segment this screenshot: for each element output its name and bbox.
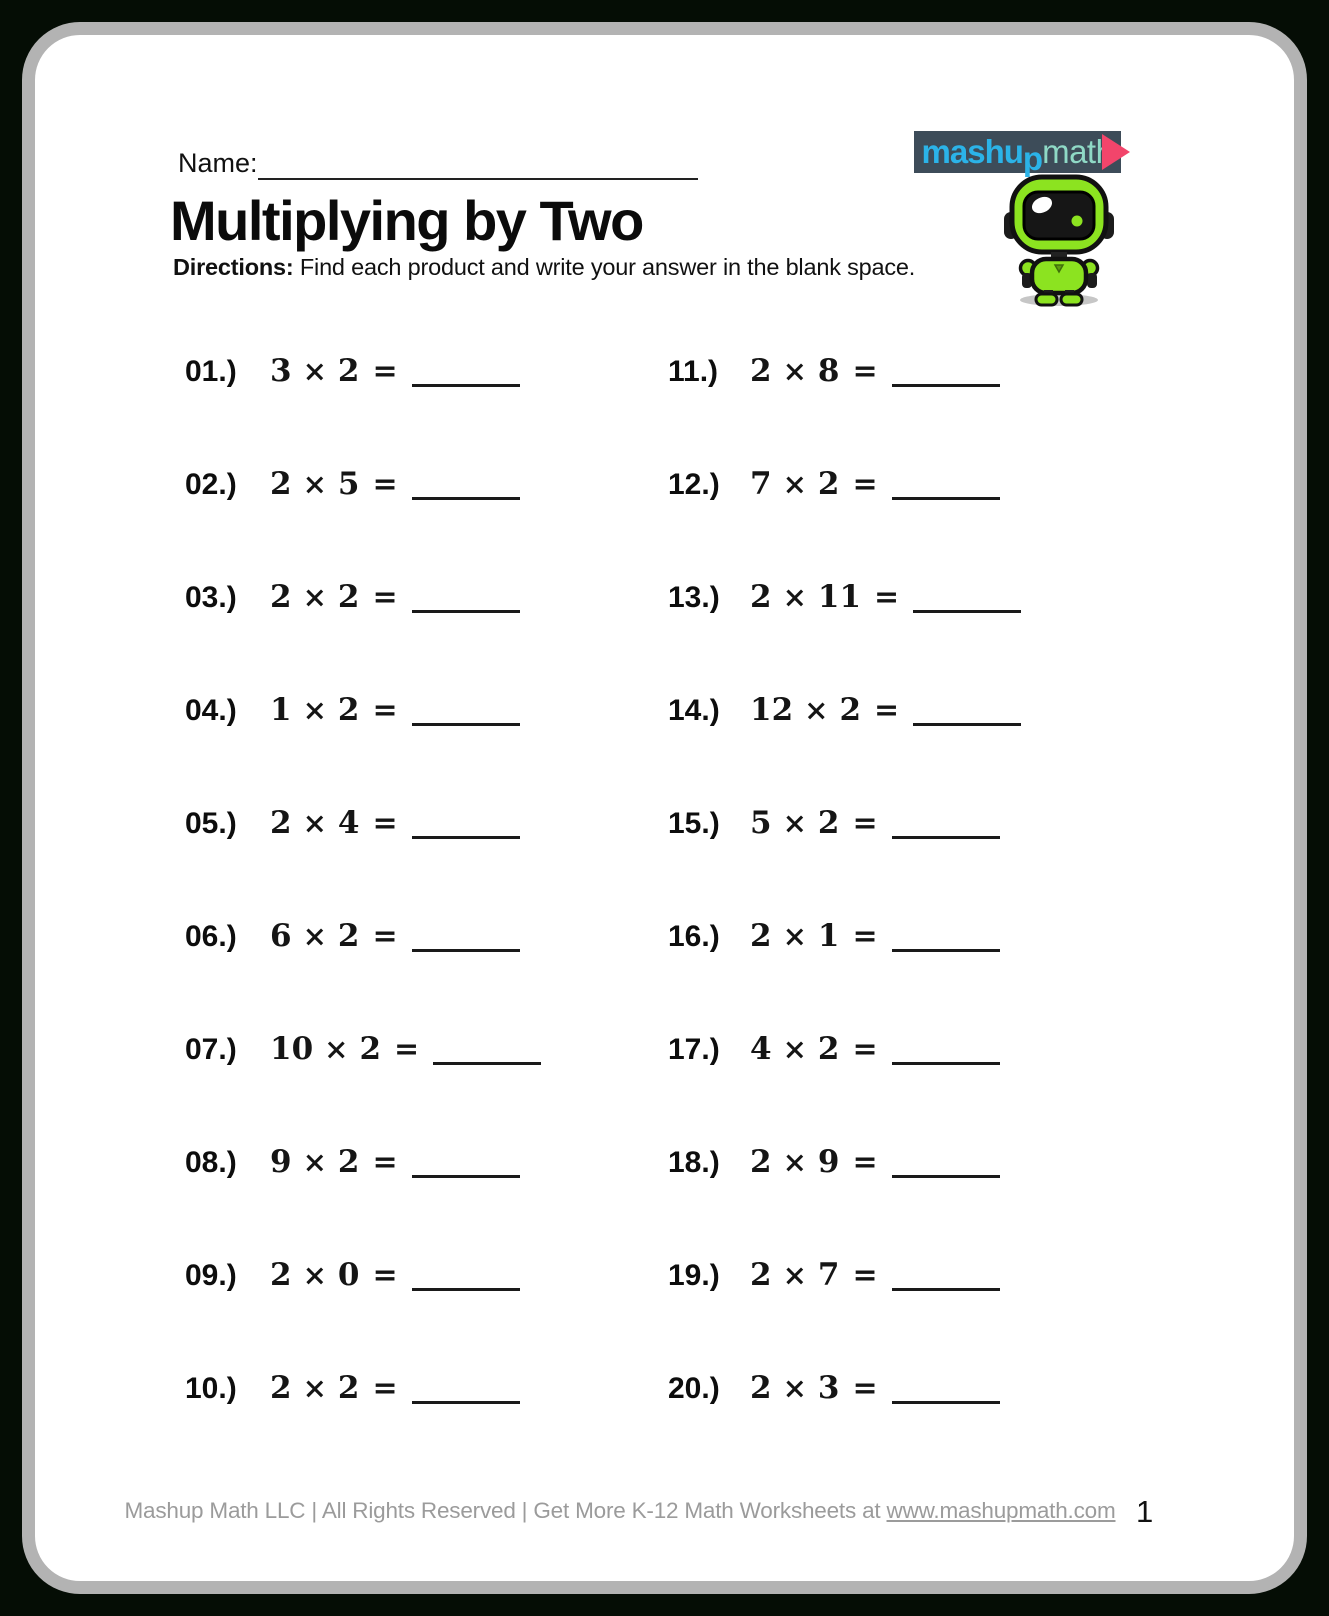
logo-text-p: p: [1022, 140, 1043, 177]
factor-2: 2: [337, 692, 360, 728]
equals-sign: =: [372, 1371, 398, 1406]
problem-number: 12.): [668, 468, 720, 501]
factor-2: 2: [337, 918, 360, 954]
problem-row: [185, 576, 541, 618]
worksheet-card: [22, 22, 1307, 1594]
problem-number: 18.): [668, 1146, 720, 1179]
factor-1: 2: [750, 579, 772, 615]
factor-2: 5: [337, 466, 360, 502]
problem-equation: [750, 918, 878, 954]
problem-number: 14.): [668, 694, 720, 727]
footer: [0, 1498, 1240, 1524]
problem-row: [185, 689, 541, 731]
problem-number: 06.): [185, 920, 237, 953]
problem-number: 07.): [185, 1033, 237, 1066]
problem-number: 17.): [668, 1033, 720, 1066]
name-blank-line: [258, 178, 698, 180]
problems-column-left: [185, 350, 541, 1409]
equals-sign: =: [372, 580, 398, 615]
factor-1: 2: [270, 466, 292, 502]
factor-2: 3: [817, 1370, 840, 1406]
directions: [173, 254, 915, 281]
factor-2: 2: [337, 353, 360, 389]
factor-2: 8: [817, 353, 840, 389]
problem-equation: [750, 579, 899, 615]
problem-row: [185, 463, 541, 505]
factor-2: 7: [817, 1257, 840, 1293]
problem-equation: [270, 1257, 398, 1293]
equals-sign: =: [372, 1145, 398, 1180]
factor-1: 2: [270, 805, 292, 841]
multiply-sign: ×: [782, 580, 807, 614]
equals-sign: =: [372, 1258, 398, 1293]
problem-equation: [750, 1257, 878, 1293]
multiply-sign: ×: [302, 1371, 327, 1405]
factor-2: 2: [817, 805, 840, 841]
problem-equation: [750, 692, 899, 728]
factor-2: 9: [817, 1144, 840, 1180]
problem-row: [668, 915, 1021, 957]
problem-row: [185, 350, 541, 392]
answer-blank-line: [433, 1042, 541, 1065]
factor-1: 1: [270, 692, 292, 728]
factor-1: 2: [270, 1370, 292, 1406]
logo-text-math: math: [1042, 133, 1114, 170]
multiply-sign: ×: [302, 1145, 327, 1179]
problem-number: 02.): [185, 468, 237, 501]
problem-row: [185, 1028, 541, 1070]
factor-2: 2: [817, 1031, 840, 1067]
factor-2: 2: [337, 579, 360, 615]
factor-2: 2: [337, 1144, 360, 1180]
factor-2: 2: [817, 466, 840, 502]
multiply-sign: ×: [302, 806, 327, 840]
factor-1: 10: [270, 1031, 314, 1067]
problem-equation: [270, 918, 398, 954]
problem-row: [185, 802, 541, 844]
equals-sign: =: [372, 467, 398, 502]
answer-blank-line: [892, 477, 1000, 500]
problem-equation: [270, 1144, 398, 1180]
problem-row: [185, 1367, 541, 1409]
factor-1: 2: [270, 1257, 292, 1293]
answer-blank-line: [412, 929, 520, 952]
robot-mascot-icon: [1003, 172, 1115, 308]
problem-row: [668, 689, 1021, 731]
problem-equation: [270, 692, 398, 728]
multiply-sign: ×: [302, 919, 327, 953]
page-number: 1: [1136, 1494, 1154, 1529]
multiply-sign: ×: [324, 1032, 349, 1066]
equals-sign: =: [852, 1258, 878, 1293]
factor-1: 2: [750, 1370, 772, 1406]
logo-text-mashu: mashu: [921, 133, 1023, 170]
answer-blank-line: [892, 929, 1000, 952]
answer-blank-line: [412, 816, 520, 839]
answer-blank-line: [412, 364, 520, 387]
problem-number: 01.): [185, 355, 237, 388]
multiply-sign: ×: [782, 919, 807, 953]
footer-link[interactable]: www.mashupmath.com: [886, 1498, 1116, 1523]
multiply-sign: ×: [782, 806, 807, 840]
equals-sign: =: [874, 693, 900, 728]
directions-text: Find each product and write your answer in the blank space.: [299, 254, 916, 280]
problem-number: 09.): [185, 1259, 237, 1292]
problem-number: 08.): [185, 1146, 237, 1179]
problem-equation: [270, 466, 398, 502]
multiply-sign: ×: [782, 1032, 807, 1066]
problem-number: 19.): [668, 1259, 720, 1292]
problem-equation: [750, 1031, 878, 1067]
multiply-sign: ×: [782, 1258, 807, 1292]
worksheet-title: Multiplying by Two: [170, 189, 643, 252]
multiply-sign: ×: [302, 693, 327, 727]
factor-1: 5: [750, 805, 772, 841]
problem-row: [668, 463, 1021, 505]
problem-equation: [270, 1031, 419, 1067]
answer-blank-line: [892, 1155, 1000, 1178]
equals-sign: =: [852, 354, 878, 389]
answer-blank-line: [892, 816, 1000, 839]
answer-blank-line: [412, 703, 520, 726]
factor-2: 1: [817, 918, 840, 954]
answer-blank-line: [892, 1381, 1000, 1404]
problem-row: [668, 1028, 1021, 1070]
factor-1: 6: [270, 918, 292, 954]
problem-number: 05.): [185, 807, 237, 840]
problem-number: 03.): [185, 581, 237, 614]
factor-2: 2: [359, 1031, 382, 1067]
answer-blank-line: [913, 703, 1021, 726]
problem-number: 20.): [668, 1372, 720, 1405]
equals-sign: =: [394, 1032, 420, 1067]
factor-1: 2: [750, 1144, 772, 1180]
problem-equation: [750, 1370, 878, 1406]
problem-number: 11.): [668, 355, 719, 388]
problem-number: 15.): [668, 807, 720, 840]
factor-1: 2: [270, 579, 292, 615]
answer-blank-line: [412, 1268, 520, 1291]
factor-2: 2: [839, 692, 862, 728]
problem-equation: [750, 353, 878, 389]
multiply-sign: ×: [782, 1145, 807, 1179]
multiply-sign: ×: [782, 467, 807, 501]
factor-1: 2: [750, 353, 772, 389]
problem-equation: [270, 579, 398, 615]
multiply-sign: ×: [302, 580, 327, 614]
problem-row: [668, 576, 1021, 618]
equals-sign: =: [874, 580, 900, 615]
problem-equation: [270, 353, 398, 389]
directions-label: Directions:: [173, 254, 294, 280]
multiply-sign: ×: [782, 354, 807, 388]
factor-2: 4: [337, 805, 360, 841]
problem-number: 13.): [668, 581, 720, 614]
answer-blank-line: [913, 590, 1021, 613]
problem-equation: [750, 466, 878, 502]
problems-column-right: [668, 350, 1021, 1409]
problem-row: [668, 802, 1021, 844]
equals-sign: =: [852, 1032, 878, 1067]
problem-row: [185, 1254, 541, 1296]
multiply-sign: ×: [782, 1371, 807, 1405]
multiply-sign: ×: [302, 354, 327, 388]
factor-1: 2: [750, 918, 772, 954]
multiply-sign: ×: [302, 1258, 327, 1292]
problem-row: [668, 1367, 1021, 1409]
factor-1: 9: [270, 1144, 292, 1180]
factor-1: 7: [750, 466, 772, 502]
problem-row: [668, 1141, 1021, 1183]
answer-blank-line: [412, 477, 520, 500]
problem-row: [668, 1254, 1021, 1296]
mashupmath-logo: [914, 131, 1121, 177]
problem-row: [668, 350, 1021, 392]
problem-equation: [750, 1144, 878, 1180]
factor-2: 0: [337, 1257, 360, 1293]
factor-1: 2: [750, 1257, 772, 1293]
equals-sign: =: [852, 1371, 878, 1406]
equals-sign: =: [852, 919, 878, 954]
problem-equation: [270, 1370, 398, 1406]
name-label: Name:: [178, 148, 258, 178]
equals-sign: =: [372, 806, 398, 841]
equals-sign: =: [852, 806, 878, 841]
answer-blank-line: [412, 590, 520, 613]
play-triangle-icon: [1102, 134, 1130, 170]
footer-text: Mashup Math LLC | All Rights Reserved | Get More K-12 Math Worksheets at: [124, 1498, 887, 1523]
factor-1: 12: [750, 692, 794, 728]
multiply-sign: ×: [804, 693, 829, 727]
answer-blank-line: [892, 1042, 1000, 1065]
problem-equation: [270, 805, 398, 841]
answer-blank-line: [892, 364, 1000, 387]
equals-sign: =: [372, 354, 398, 389]
problem-number: 16.): [668, 920, 720, 953]
problem-row: [185, 915, 541, 957]
factor-1: 3: [270, 353, 292, 389]
problem-number: 10.): [185, 1372, 237, 1405]
multiply-sign: ×: [302, 467, 327, 501]
factor-2: 11: [817, 579, 862, 615]
answer-blank-line: [412, 1155, 520, 1178]
equals-sign: =: [852, 467, 878, 502]
answer-blank-line: [412, 1381, 520, 1404]
problem-equation: [750, 805, 878, 841]
factor-1: 4: [750, 1031, 772, 1067]
factor-2: 2: [337, 1370, 360, 1406]
problem-row: [185, 1141, 541, 1183]
problem-number: 04.): [185, 694, 237, 727]
equals-sign: =: [372, 693, 398, 728]
equals-sign: =: [372, 919, 398, 954]
answer-blank-line: [892, 1268, 1000, 1291]
equals-sign: =: [852, 1145, 878, 1180]
